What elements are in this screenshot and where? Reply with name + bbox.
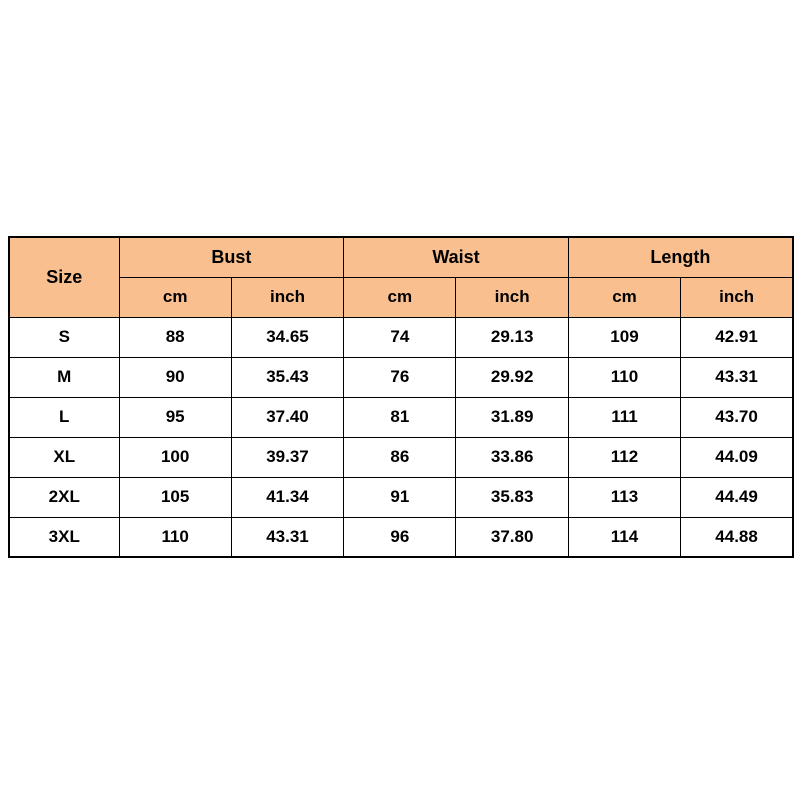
data-cell: 81 — [344, 397, 456, 437]
table-row-l — [9, 397, 793, 437]
header-group-length: Length — [568, 237, 793, 277]
data-cell: 37.40 — [231, 397, 343, 437]
size-chart — [8, 236, 794, 558]
header-unit-row — [9, 277, 793, 317]
data-cell: 114 — [568, 517, 680, 557]
data-cell: 44.49 — [681, 477, 793, 517]
data-cell: 110 — [568, 357, 680, 397]
data-cell: 42.91 — [681, 317, 793, 357]
data-cell: 113 — [568, 477, 680, 517]
size-label: S — [9, 317, 119, 357]
data-cell: 95 — [119, 397, 231, 437]
data-cell: 105 — [119, 477, 231, 517]
data-cell: 35.83 — [456, 477, 568, 517]
data-cell: 109 — [568, 317, 680, 357]
header-length-inch: inch — [681, 277, 793, 317]
size-label: 2XL — [9, 477, 119, 517]
size-label: XL — [9, 437, 119, 477]
data-cell: 43.70 — [681, 397, 793, 437]
data-cell: 39.37 — [231, 437, 343, 477]
table-row-2xl — [9, 477, 793, 517]
data-cell: 29.92 — [456, 357, 568, 397]
data-cell: 44.09 — [681, 437, 793, 477]
table-row-m — [9, 357, 793, 397]
data-cell: 29.13 — [456, 317, 568, 357]
header-waist-cm: cm — [344, 277, 456, 317]
data-cell: 90 — [119, 357, 231, 397]
size-chart-table — [8, 236, 794, 558]
data-cell: 76 — [344, 357, 456, 397]
data-cell: 34.65 — [231, 317, 343, 357]
header-bust-inch: inch — [231, 277, 343, 317]
data-cell: 96 — [344, 517, 456, 557]
size-label: M — [9, 357, 119, 397]
data-cell: 31.89 — [456, 397, 568, 437]
data-cell: 112 — [568, 437, 680, 477]
header-waist-inch: inch — [456, 277, 568, 317]
data-cell: 43.31 — [681, 357, 793, 397]
data-cell: 44.88 — [681, 517, 793, 557]
data-cell: 88 — [119, 317, 231, 357]
table-row-3xl — [9, 517, 793, 557]
header-group-bust: Bust — [119, 237, 344, 277]
data-cell: 100 — [119, 437, 231, 477]
data-cell: 86 — [344, 437, 456, 477]
header-bust-cm: cm — [119, 277, 231, 317]
data-cell: 111 — [568, 397, 680, 437]
data-cell: 74 — [344, 317, 456, 357]
header-length-cm: cm — [568, 277, 680, 317]
header-group-waist: Waist — [344, 237, 569, 277]
data-cell: 91 — [344, 477, 456, 517]
data-cell: 43.31 — [231, 517, 343, 557]
data-cell: 35.43 — [231, 357, 343, 397]
size-label: L — [9, 397, 119, 437]
size-label: 3XL — [9, 517, 119, 557]
data-cell: 41.34 — [231, 477, 343, 517]
table-row-xl — [9, 437, 793, 477]
header-group-row — [9, 237, 793, 277]
header-size: Size — [9, 237, 119, 317]
data-cell: 33.86 — [456, 437, 568, 477]
data-cell: 37.80 — [456, 517, 568, 557]
data-cell: 110 — [119, 517, 231, 557]
table-row-s — [9, 317, 793, 357]
